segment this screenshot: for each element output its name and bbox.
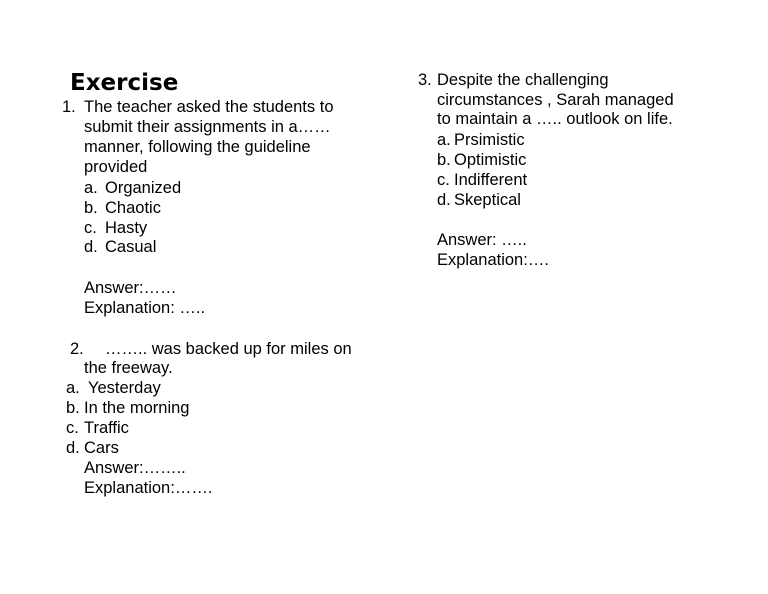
answer-line: Answer:…….. <box>84 459 186 477</box>
question-number: 3. <box>418 71 432 89</box>
exercise-title: Exercise <box>70 70 179 96</box>
question-text-line: provided <box>84 158 148 176</box>
option-letter: a. <box>437 131 451 149</box>
question-text-line: circumstances , Sarah managed <box>437 91 674 109</box>
question-number: 2. <box>70 340 84 358</box>
option-letter: c. <box>437 171 450 189</box>
option-letter: a. <box>84 179 98 197</box>
question-text-line: …….. was backed up for miles on <box>105 340 352 358</box>
option-letter: a. <box>66 379 80 397</box>
answer-line: Answer:…… <box>84 279 177 297</box>
explanation-line: Explanation: ….. <box>84 299 206 317</box>
question-text-line: the freeway. <box>84 359 173 377</box>
question-text-line: submit their assignments in a…… <box>84 118 331 136</box>
option-text: Indifferent <box>454 171 528 189</box>
option-text: Chaotic <box>105 199 161 217</box>
answer-line: Answer: ….. <box>437 231 527 249</box>
question-text-line: The teacher asked the students to <box>84 98 334 116</box>
option-text: Skeptical <box>454 191 521 209</box>
option-text: Cars <box>84 439 119 457</box>
option-text: Yesterday <box>88 379 161 397</box>
question-text-line: manner, following the guideline <box>84 138 311 156</box>
option-text: Organized <box>105 179 182 197</box>
option-text: Hasty <box>105 219 148 237</box>
option-text: Casual <box>105 238 157 256</box>
option-letter: d. <box>66 439 80 457</box>
question-text-line: to maintain a ….. outlook on life. <box>437 110 673 128</box>
option-letter: c. <box>84 219 97 237</box>
option-text: In the morning <box>84 399 190 417</box>
option-letter: c. <box>66 419 79 437</box>
option-letter: d. <box>437 191 451 209</box>
option-text: Optimistic <box>454 151 527 169</box>
question-number: 1. <box>62 98 76 116</box>
option-letter: b. <box>437 151 451 169</box>
option-letter: b. <box>84 199 98 217</box>
option-letter: d. <box>84 238 98 256</box>
option-letter: b. <box>66 399 80 417</box>
option-text: Prsimistic <box>454 131 525 149</box>
explanation-line: Explanation:…. <box>437 251 549 269</box>
option-text: Traffic <box>84 419 129 437</box>
explanation-line: Explanation:……. <box>84 479 213 497</box>
question-text-line: Despite the challenging <box>437 71 609 89</box>
